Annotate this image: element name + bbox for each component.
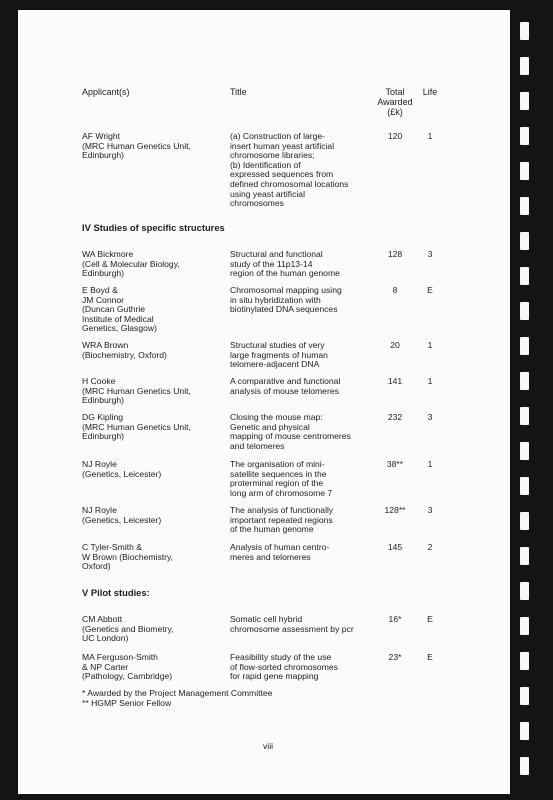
binder-hole [520, 267, 529, 285]
binder-hole [520, 337, 529, 355]
header-applicant: Applicant(s) [82, 87, 130, 97]
row-title: Structural studies of very large fragments of human telomere-adjacent DNA [230, 340, 328, 370]
header-title: Title [230, 87, 247, 97]
row-applicant: MA Ferguson-Smith & NP Carter (Pathology, Cambridge) [82, 652, 173, 682]
row-applicant: CM Abbott (Genetics and Biometry, UC London) [82, 614, 174, 644]
binder-hole [520, 652, 529, 670]
row-total: 23* [388, 652, 402, 662]
row-total: 38** [386, 459, 404, 469]
row-life: 2 [427, 542, 433, 552]
row-total: 16* [388, 614, 402, 624]
binder-hole [520, 442, 529, 460]
binder-hole [520, 722, 529, 740]
section-heading-v: V Pilot studies: [82, 587, 150, 598]
row-life: E [427, 652, 433, 662]
binder-hole [520, 302, 529, 320]
row-applicant: NJ Royle (Genetics, Leicester) [82, 459, 162, 479]
row-total: 20 [390, 340, 400, 350]
row-life: 3 [427, 412, 433, 422]
binder-hole [520, 757, 529, 775]
binder-hole [520, 407, 529, 425]
binder-hole [520, 127, 529, 145]
header-total-awarded: Total Awarded (£k) [377, 87, 413, 117]
row-life: 3 [427, 505, 433, 515]
row-applicant: DG Kipling (MRC Human Genetics Unit, Edinburgh) [82, 412, 191, 442]
row-applicant: NJ Royle (Genetics, Leicester) [82, 505, 162, 525]
row-title: Analysis of human centro- meres and telomeres [230, 542, 330, 562]
binder-hole [520, 92, 529, 110]
row-total: 141 [387, 376, 403, 386]
row-life: E [427, 614, 433, 624]
row-title: Closing the mouse map: Genetic and physical mapping of mouse centromeres and telomeres [230, 412, 351, 451]
row-title: Somatic cell hybrid chromosome assessment by pcr [230, 614, 354, 634]
row-life: 1 [427, 131, 433, 141]
row-total: 128 [387, 249, 403, 259]
row-title: A comparative and functional analysis of mouse telomeres [230, 376, 341, 396]
row-total: 145 [387, 542, 403, 552]
binder-hole [520, 372, 529, 390]
row-title: The analysis of functionally important repeated regions of the human genome [230, 505, 334, 535]
row-applicant: WRA Brown (Biochemistry, Oxford) [82, 340, 167, 360]
row-applicant: WA Bickmore (Cell & Molecular Biology, Edinburgh) [82, 249, 180, 279]
page-number: viii [262, 741, 274, 751]
row-life: E [427, 285, 433, 295]
row-total: 8 [392, 285, 398, 295]
row-total: 120 [387, 131, 403, 141]
binder-hole [520, 547, 529, 565]
binder-hole [520, 57, 529, 75]
section-heading-iv: IV Studies of specific structures [82, 222, 225, 233]
row-title: (a) Construction of large- insert human yeast artificial chromosome libraries; (b) Identification of expressed sequences from defined chromosomal locations using yeast artificial chromosomes [230, 131, 349, 209]
row-title: Chromosomal mapping using in situ hybridization with biotinylated DNA sequences [230, 285, 342, 315]
row-title: The organisation of mini- satellite sequences in the proterminal region of the long arm of chromosome 7 [230, 459, 333, 498]
binder-hole [520, 582, 529, 600]
row-life: 3 [427, 249, 433, 259]
footnote-double-asterisk: ** HGMP Senior Fellow [82, 698, 172, 708]
row-life: 1 [427, 340, 433, 350]
binder-hole [520, 232, 529, 250]
row-life: 1 [427, 376, 433, 386]
row-title: Structural and functional study of the 11p13-14 region of the human genome [230, 249, 340, 279]
row-applicant: E Boyd & JM Connor (Duncan Guthrie Institute of Medical Genetics, Glasgow) [82, 285, 157, 334]
row-applicant: C Tyler-Smith & W Brown (Biochemistry, Oxford) [82, 542, 174, 572]
binder-hole [520, 197, 529, 215]
binder-hole [520, 162, 529, 180]
binder-hole [520, 617, 529, 635]
row-applicant: AF Wright (MRC Human Genetics Unit, Edinburgh) [82, 131, 191, 161]
header-life: Life [422, 87, 438, 97]
row-applicant: H Cooke (MRC Human Genetics Unit, Edinburgh) [82, 376, 191, 406]
binder-hole [520, 477, 529, 495]
binder-hole [520, 512, 529, 530]
document-page [18, 10, 510, 794]
row-life: 1 [427, 459, 433, 469]
binder-hole [520, 687, 529, 705]
binder-hole [520, 22, 529, 40]
row-total: 128** [384, 505, 406, 515]
row-total: 232 [387, 412, 403, 422]
row-title: Feasibility study of the use of flow-sorted chromosomes for rapid gene mapping [230, 652, 338, 682]
footnote-single-asterisk: * Awarded by the Project Management Committee [82, 688, 273, 698]
